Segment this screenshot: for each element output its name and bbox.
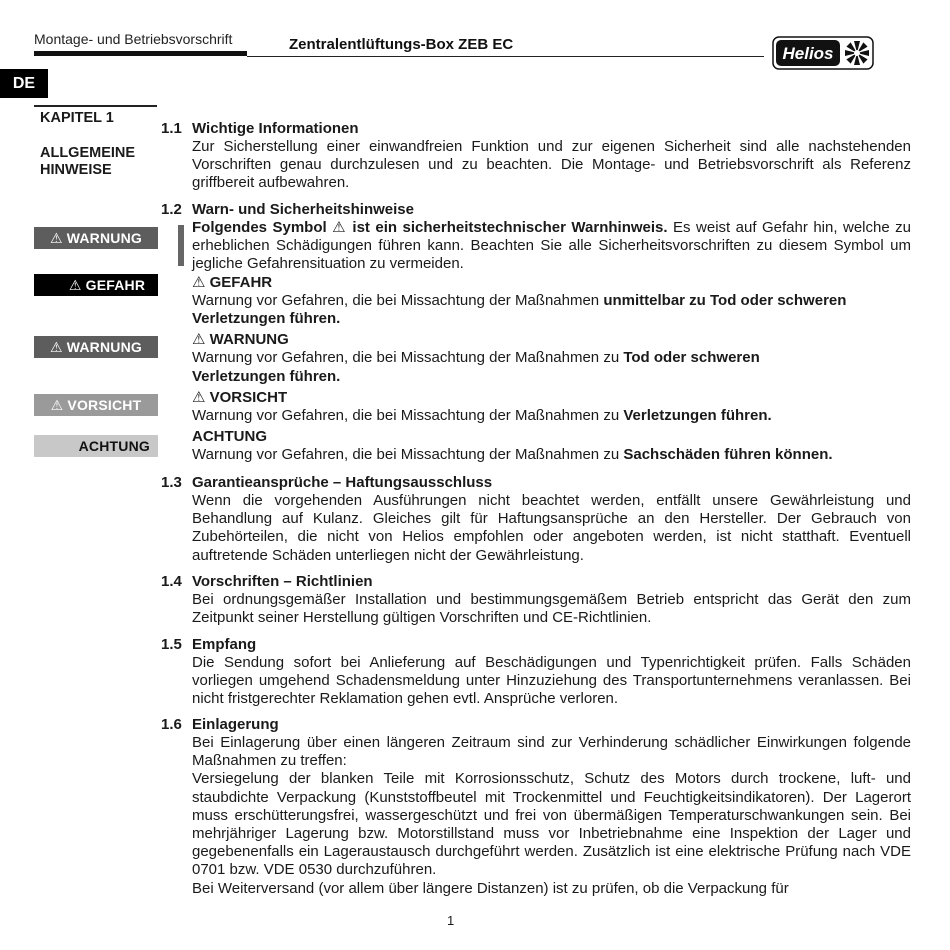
chapter-rule [34, 105, 157, 107]
section-heading: 1.1 Wichtige Informationen [161, 120, 359, 137]
level-warnung: ⚠ WARNUNG Warnung vor Gefahren, die bei Missachtung der Maßnahmen zu Tod oder schweren Verletzungen führen. [192, 331, 760, 385]
warning-triangle-icon: ⚠ [192, 273, 206, 291]
section-text: Bei Weiterversand (vor allem über längere Distanzen) ist zu prüfen, ob die Verpackung für [192, 879, 789, 897]
warning-triangle-icon: ⚠ [49, 339, 63, 355]
signal-label-gefahr: ⚠ GEFAHR [34, 274, 158, 296]
header-rule [247, 56, 764, 57]
helios-logo [772, 36, 874, 70]
section-heading: 1.2 Warn- und Sicherheitshinweise [161, 201, 414, 218]
section-1-3 [161, 474, 911, 565]
section-heading: 1.5 Empfang [161, 636, 257, 653]
warning-triangle-icon: ⚠ [50, 397, 64, 413]
header-bar [34, 51, 247, 56]
level-gefahr: ⚠ GEFAHR Warnung vor Gefahren, die bei Missachtung der Maßnahmen unmittelbar zu Tod oder schweren Verletzungen führen. [192, 273, 847, 328]
warning-triangle-icon: ⚠ [332, 219, 347, 236]
section-text: Die Sendung sofort bei Anlieferung auf Beschädigungen und Typenrichtigkeit prüfen. Falls Schäden vorliegen umgehend Schadensmeldung unter Hinzuziehung des Transportunternehmens veranlassen. Bei nicht fristgerechter Reklamation gehen evtl. Ansprüche verloren. [192, 654, 911, 708]
section-1-4 [161, 573, 911, 627]
section-text: Bei Einlagerung über einen längeren Zeitraum sind zur Verhinderung schädlicher Einwirkungen folgende Maßnahmen zu treffen: [192, 734, 911, 770]
section-text: Versiegelung der blanken Teile mit Korrosionsschutz, Schutz des Motors durch trockene, luft- und staubdichte Verpackung (Kunststoffbeutel mit Trockenmittel und Feuchtigkeitsindikatoren). Der Lagerort muss erschütterungsfrei, wassergeschützt und frei von übermäßigen Temperaturschwankungen sein. Bei mehrjähriger Lagerung bzw. Motorstillstand muss vor Inbetriebnahme eine Inspektion der Lager und gegebenenfalls ein Lageraustausch durchgeführt werden. Zusätzlich ist eine elektrische Prüfung nach VDE 0701 bzw. VDE 0530 durchzuführen. [192, 770, 911, 879]
section-heading: 1.4 Vorschriften – Richtlinien [161, 573, 373, 590]
signal-label-warnung: ⚠ WARNUNG [34, 336, 158, 358]
level-vorsicht: ⚠ VORSICHT Warnung vor Gefahren, die bei Missachtung der Maßnahmen zu Verletzungen führen. [192, 388, 772, 425]
section-text: Wenn die vorgehenden Ausführungen nicht beachtet werden, entfällt unsere Gewährleistung und Behandlung auf Kulanz. Gleiches gilt für Haftungsansprüche an den Hersteller. Der Gebrauch von Zubehörteilen, die nicht von Helios empfohlen oder angeboten werden, ist nicht statthaft. Eventuell auftretende Schäden unterliegen nicht der Gewährleistung. [192, 492, 911, 564]
section-text: Zur Sicherstellung einer einwandfreien Funktion und zur eigenen Sicherheit sind alle nachstehenden Vorschriften genau durchzulesen und zu beachten. Die Montage- und Betriebsvorschrift als Referenz griffbereit aufbewahren. [192, 138, 911, 192]
level-achtung: ACHTUNG Warnung vor Gefahren, die bei Missachtung der Maßnahmen zu Sachschäden führen können. [192, 428, 833, 464]
section-1-5 [161, 636, 911, 709]
chapter-number: KAPITEL 1 [40, 110, 114, 126]
warning-triangle-icon: ⚠ [49, 230, 63, 246]
language-tab: DE [0, 69, 48, 98]
section-heading: 1.3 Garantieansprüche – Haftungsausschluss [161, 474, 493, 491]
section-1-6 [161, 716, 911, 898]
signal-label-warnung: ⚠ WARNUNG [34, 227, 158, 249]
page-number: 1 [447, 913, 455, 928]
warning-triangle-icon: ⚠ [68, 277, 82, 293]
signal-label-vorsicht: ⚠ VORSICHT [34, 394, 158, 416]
signal-label-achtung: ACHTUNG [34, 435, 158, 457]
logo-wordmark: Helios [782, 44, 834, 63]
section-1-1 [161, 120, 911, 193]
section-heading: 1.6 Einlagerung [161, 716, 279, 733]
warning-triangle-icon: ⚠ [192, 331, 206, 349]
section-intro: Folgendes Symbol ⚠ ist ein sicherheitstechnischer Warnhinweis. Es weist auf Gefahr hin, welche zu erheblichen Schädigungen führen kann. Beachten Sie alle Sicherheitsvorschriften zu diesem Symbol um jegliche Gefahrensituation zu vermeiden. [192, 219, 911, 273]
document-type: Montage- und Betriebsvorschrift [34, 31, 233, 47]
section-1-2 [161, 201, 911, 465]
section-text: Bei ordnungsgemäßer Installation und bestimmungsgemäßem Betrieb entspricht das Gerät den zum Zeitpunkt seiner Herstellung gültigen Vorschriften und CE-Richtlinien. [192, 591, 911, 627]
document-title: Zentralentlüftungs-Box ZEB EC [289, 36, 514, 53]
warning-triangle-icon: ⚠ [192, 388, 206, 406]
chapter-title: ALLGEMEINE HINWEISE [40, 145, 136, 178]
